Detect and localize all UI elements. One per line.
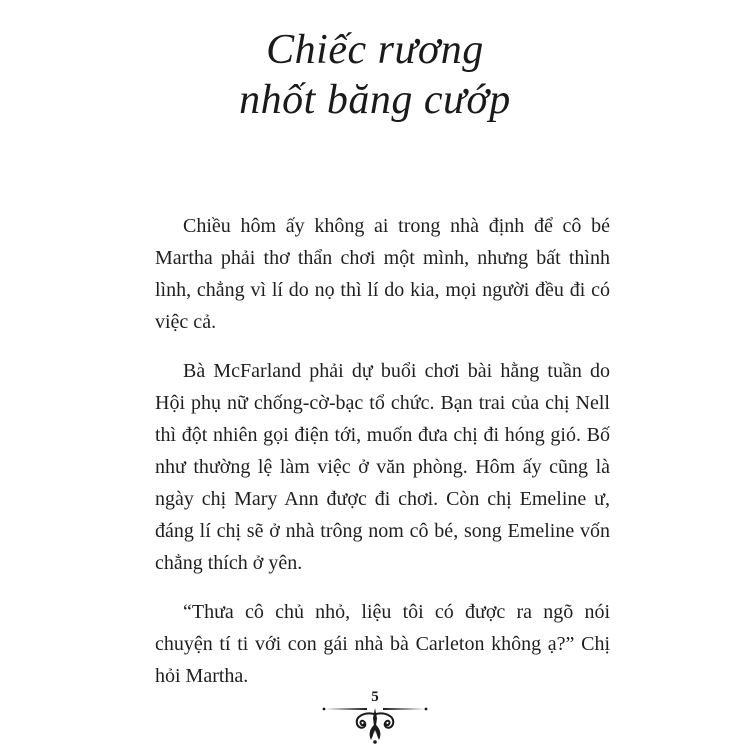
paragraph-3: “Thưa cô chủ nhỏ, liệu tôi có được ra ngõ nói chuyện tí ti với con gái nhà bà Carleton không ạ?” Chị hỏi Martha.: [155, 601, 610, 687]
paragraph-2: Bà McFarland phải dự buổi chơi bài hằng tuần do Hội phụ nữ chống-cờ-bạc tổ chức. Bạn trai của chị Nell thì đột nhiên gọi điện tới, muốn đưa chị đi hóng gió. Bố như thường lệ làm việc ở văn phòng. Hôm ấy cũng là ngày chị Mary Ann được đi chơi. Còn chị Emeline ư, đáng lí chị sẽ ở nhà trông nom cô bé, song Emeline vốn chẳng thích ở yên.: [155, 360, 610, 574]
chapter-body: [155, 210, 610, 709]
paragraph-1: Chiều hôm ấy không ai trong nhà định để cô bé Martha phải thơ thẩn chơi một mình, nhưng bất thình lình, chẳng vì lí do nọ thì lí do kia, mọi người đều đi có việc cả.: [155, 215, 610, 333]
page-footer: [315, 688, 435, 748]
chapter-title-line-1: Chiếc rương: [266, 27, 484, 73]
fleuron-ornament-icon: [315, 688, 435, 748]
page-number: 5: [371, 689, 379, 705]
chapter-title-line-2: nhốt băng cướp: [239, 77, 511, 123]
